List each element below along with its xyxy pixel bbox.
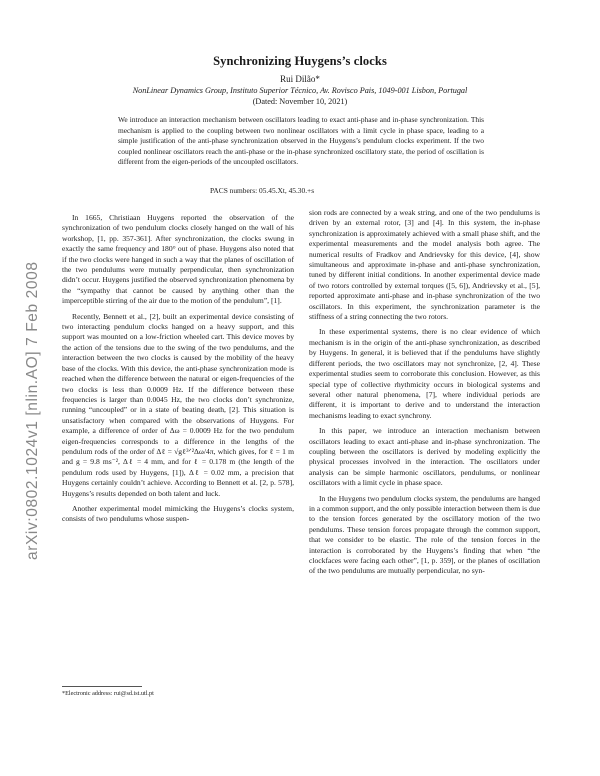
arxiv-sidebar [10, 190, 41, 560]
author-affiliation: NonLinear Dynamics Group, Instituto Superior Técnico, Av. Rovisco Pais, 1049-001 Lisbon, Portugal [132, 86, 468, 95]
date-line: (Dated: November 10, 2021) [252, 97, 348, 106]
arxiv-identifier: arXiv:0802.1024v1 [nlin.AO] 7 Feb 2008 [24, 261, 41, 560]
footnote: *Electronic address: rui@sd.ist.utl.pt [62, 690, 154, 697]
footnote-divider [62, 686, 142, 687]
paragraph: sion rods are connected by a weak string, and one of the two pendulums is driven by an external rotor, [3] and [4]. In this system, the in-phase synchronization is approximately achieved with a small phase shift, and the experimental measurements and the model analysis both agree. The numerical results of Fradkov and Andrievsky for this device, [4], show simultaneous and approximate in-phase and anti-phase synchronization, tuned by different initial conditions. In another experimental device made of two rotors controlled by external torques ([5, 6]), Andrievsky et al., [5], reported approximate anti-phase and in-phase synchronization of the two oscillators. In this experiment, the synchronization parameter is the stiffness of a string connecting the two rotors. [309, 208, 540, 322]
paragraph: Another experimental model mimicking the Huygens’s clocks system, consists of two pendulums whose suspen- [62, 503, 294, 524]
paragraph: In these experimental systems, there is no clear evidence of which mechanism is in the origin of the anti-phase synchronization, as described by Huygens. In general, it is believed that if the pendulums have slightly different periods, the two oscillators may not synchronize, [2, 4]. These experimental studies seem to corroborate this conclusion. However, as this special type of collective rhythmicity occurs in biological systems and several other natural phenomena, [7], where individual periods are different, it is important to derive and to understand the interaction mechanisms leading to exact synchrony. [309, 327, 540, 420]
abstract: We introduce an interaction mechanism between oscillators leading to exact anti-phase and in-phase synchronization. This mechanism is applied to the coupling between two nonlinear oscillators with a limit cycle in phase space, leading to a simple justification of the anti-phase synchronization observed in the Huygens’s pendulum clocks experiment. If the two coupled nonlinear oscillators reach the anti-phase or the in-phase synchronized oscillatory state, the period of oscillation is different from the eigen-periods of the uncoupled oscillators. [118, 115, 484, 167]
pacs-numbers: PACS numbers: 05.45.Xt, 45.30.+s [210, 186, 315, 195]
paragraph: In 1665, Christiaan Huygens reported the observation of the synchronization of two pendulum clocks closely hanged on the wall of his workshop, [1, pp. 357-361]. After synchronization, the clocks swung in exactly the same frequency and 180° out of phase. Huygens also noted that if the two clocks were hanged in such a way that the planes of oscillation of the two pendulums were mutually perpendicular, then synchronization didn’t occur. Huygens justified the observed synchronization phenomena by the “sympathy that cannot be caused by anything other than the imperceptible stirring of the air due to the motion of the pendulum”, [1]. [62, 213, 294, 306]
paragraph: Recently, Bennett et al., [2], built an experimental device consisting of two interacting pendulum clocks hanged on a heavy support, and this support was mounted on a low-friction wheeled cart. This device moves by the action of the tensions due to the swing of the two pendulums, and the interaction between the two clocks is caused by the mobility of the heavy base of the clocks. With this device, the anti-phase synchronization mode is reached when the difference between the natural or eigen-frequencies of the two clocks is less than 0.0009 Hz. If the difference between these frequencies is larger than 0.0045 Hz, the two clocks don’t synchronize, running “uncoupled” or in a state of beating death, [2]. This situation is unsatisfactory when compared with the observations of Huygens. For example, a difference of order of Δω = 0.0009 Hz for the two pendulum eigen-frequencies corresponds to a difference in the lengths of the pendulum rods of the order of Δℓ = √gℓ³ᐟ²Δω/4π, which gives, for ℓ = 1 m and g = 9.8 ms⁻², Δℓ = 4 mm, and for ℓ = 0.178 m (the length of the pendulum rods used by Huygens, [1]), Δℓ = 0.02 mm, a precision that Huygens certainly couldn’t achieve. According to Bennett et al. [2, p. 578], Huygens’s results depended on both talent and luck. [62, 311, 294, 498]
paragraph: In this paper, we introduce an interaction mechanism between oscillators leading to exact anti-phase and in-phase synchronization. The coupling between the oscillators is derived by modeling explicitly the physical processes involved in the interaction. The oscillators under analysis can be simple harmonic oscillators, pendulums, or nonlinear oscillators with a limit cycle in phase space. [309, 426, 540, 488]
left-column [62, 213, 294, 525]
paper-title: Synchronizing Huygens’s clocks [213, 54, 387, 68]
right-column [309, 208, 540, 577]
author-name: Rui Dilão* [280, 74, 320, 84]
paragraph: In the Huygens two pendulum clocks system, the pendulums are hanged in a common support, and the only possible interaction between them is due to the tension forces generated by the oscillatory motion of the two pendulums. These tension forces propagate through the common support, that we consider to be elastic. The role of the tension forces in the interaction is corroborated by the Huygens’s finding that when “the clockfaces were facing each other”, [1, p. 359], or the planes of oscillation of the two pendulums are mutually perpendicular, no syn- [309, 493, 540, 576]
